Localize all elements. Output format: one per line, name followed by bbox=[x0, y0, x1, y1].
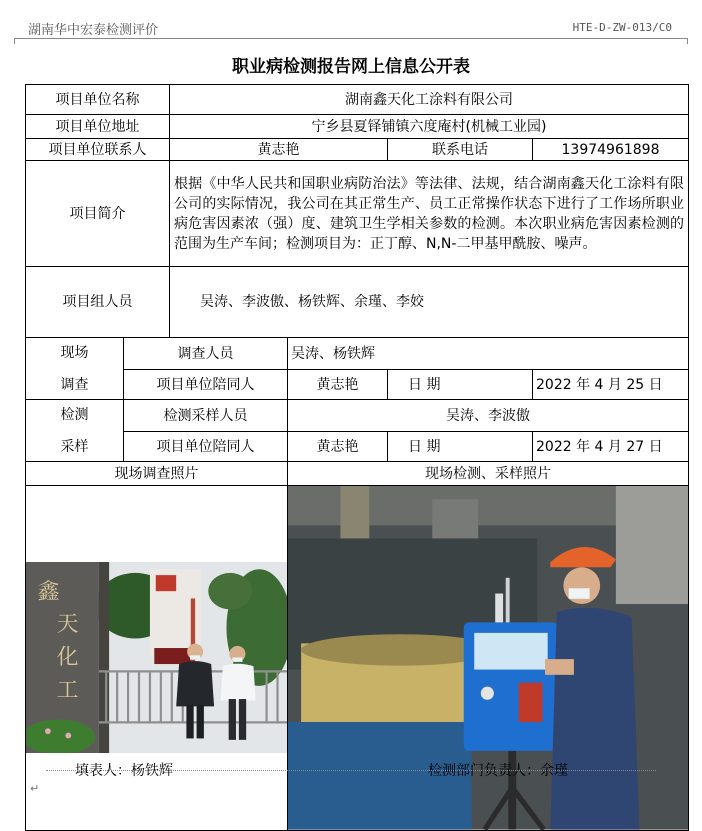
unit-addr: 宁乡县夏铎铺镇六度庵村(机械工业园) bbox=[170, 115, 689, 139]
header-org: 湖南华中宏泰检测评价 bbox=[28, 23, 159, 38]
header-corner-right bbox=[687, 38, 688, 44]
gate-char-2: 天 bbox=[56, 612, 79, 638]
page-title: 职业病检测报告网上信息公开表 bbox=[232, 57, 470, 77]
filler-name: 杨铁辉 bbox=[131, 763, 173, 779]
intro-label: 项目简介 bbox=[26, 161, 170, 267]
unit-name: 湖南鑫天化工涂料有限公司 bbox=[170, 85, 689, 115]
survey-photo bbox=[26, 562, 287, 753]
info-table bbox=[25, 84, 689, 831]
sampling-side-label bbox=[26, 400, 124, 462]
gate-char-1: 鑫 bbox=[37, 579, 60, 605]
sampling-date: 2022 年 4 月 27 日 bbox=[533, 432, 689, 462]
team-label: 项目组人员 bbox=[26, 267, 170, 338]
sampling-label-2: 采样 bbox=[60, 438, 89, 455]
header-rule bbox=[14, 38, 688, 39]
survey-companion: 黄志艳 bbox=[288, 370, 388, 400]
header-code: HTE-D-ZW-013/C0 bbox=[572, 21, 672, 34]
survey-label-2: 调查 bbox=[60, 376, 89, 393]
investigators: 吴涛、杨铁辉 bbox=[288, 338, 689, 370]
unit-addr-label: 项目单位地址 bbox=[26, 115, 170, 139]
survey-photo-title: 现场调查照片 bbox=[26, 462, 288, 486]
survey-companion-label: 项目单位陪同人 bbox=[124, 370, 288, 400]
sampling-companion: 黄志艳 bbox=[288, 432, 388, 462]
contact: 黄志艳 bbox=[170, 139, 388, 161]
filler-label: 填表人： bbox=[75, 763, 131, 779]
team: 吴涛、李波傲、杨铁辉、余瑾、李姣 bbox=[170, 267, 689, 338]
samplers: 吴涛、李波傲 bbox=[288, 400, 689, 432]
dept-head-label: 检测部门负责人： bbox=[428, 763, 540, 779]
paragraph-mark-icon: ↵ bbox=[30, 782, 40, 795]
sampling-companion-label: 项目单位陪同人 bbox=[124, 432, 288, 462]
intro-text: 根据《中华人民共和国职业病防治法》等法律、法规，结合湖南鑫天化工涂料有限公司的实际情况，我公司在其正常生产、员工正常操作状态下进行了工作场所职业病危害因素浓（强）度、建筑卫生学相关参数的检测。本次职业病危害因素检测的范围为生产车间；检测项目为：正丁醇、N,N-二甲基甲酰胺、噪声。 bbox=[170, 161, 689, 267]
survey-side-label bbox=[26, 338, 124, 400]
unit-name-label: 项目单位名称 bbox=[26, 85, 170, 115]
gate-char-3: 化 bbox=[56, 645, 79, 671]
footer-dotted-rule bbox=[46, 770, 656, 771]
red-sign bbox=[156, 575, 176, 591]
sampler-label: 检测采样人员 bbox=[124, 400, 288, 432]
sampling-label-1: 检测 bbox=[60, 406, 89, 423]
survey-date: 2022 年 4 月 25 日 bbox=[533, 370, 689, 400]
survey-date-label: 日 期 bbox=[388, 370, 533, 400]
phone: 13974961898 bbox=[533, 139, 689, 161]
contact-label: 项目单位联系人 bbox=[26, 139, 170, 161]
header-corner-left bbox=[14, 38, 15, 44]
gate-char-4: 工 bbox=[56, 678, 79, 704]
dept-head-name: 余瑾 bbox=[540, 763, 568, 779]
sampling-photo-title: 现场检测、采样照片 bbox=[288, 462, 689, 486]
survey-label-1: 现场 bbox=[60, 344, 89, 361]
investigator-label: 调查人员 bbox=[124, 338, 288, 370]
sampling-date-label: 日 期 bbox=[388, 432, 533, 462]
phone-label: 联系电话 bbox=[388, 139, 533, 161]
